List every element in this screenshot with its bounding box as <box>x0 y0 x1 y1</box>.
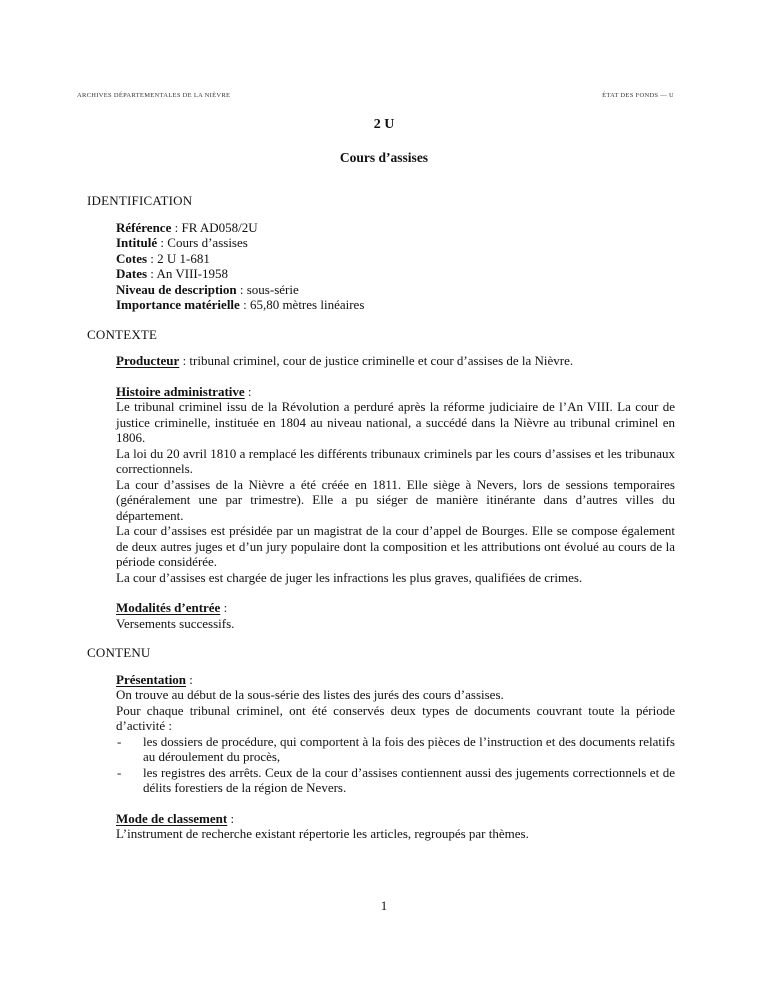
producteur-label: Producteur <box>116 353 180 368</box>
field-cotes: Cotes : 2 U 1-681 <box>116 250 210 266</box>
field-label: Niveau de description <box>116 281 237 297</box>
histoire-paragraph: La cour d’assises est chargée de juger les infractions les plus graves, qualifiées de crimes. <box>116 569 583 585</box>
field-value: 65,80 mètres linéaires <box>249 297 365 312</box>
field-value: An VIII-1958 <box>156 266 229 281</box>
modalites-label: Modalités d’entrée <box>116 600 221 615</box>
section-identification <box>89 193 675 313</box>
field-value: FR AD058/2U <box>181 219 258 235</box>
classement-heading: Mode de classement : <box>116 810 235 826</box>
section-contexte <box>89 327 675 632</box>
section-contenu <box>89 645 675 842</box>
identification-fields <box>116 220 675 313</box>
list-item: - les registres des arrêts. Ceux de la cour d’assises contiennent aussi des jugements correctionnels et de délits forestiers de la région de Nevers. <box>116 765 675 796</box>
field-label: Dates <box>116 266 148 281</box>
field-label: Importance matérielle <box>116 297 240 312</box>
running-header-left: ARCHIVES DÉPARTEMENTALES DE LA NIÈVRE <box>77 92 231 99</box>
field-value: 2 U 1-681 <box>157 250 210 266</box>
histoire-paragraph: La cour d’assises de la Nièvre a été créée en 1811. Elle siège à Nevers, lors de sessions temporaires (généralement une par trimestre). Elle a pu siéger de manière itinérante dans d’autres villes du département. <box>116 476 675 523</box>
section-heading-contenu: CONTENU <box>87 645 151 660</box>
field-importance: Importance matérielle : 65,80 mètres linéaires <box>116 297 365 312</box>
presentation-paragraph: Pour chaque tribunal criminel, ont été conservés deux types de documents couvrant toute la période d’activité : <box>116 702 675 733</box>
page-number: 1 <box>380 898 388 913</box>
field-intitule: Intitulé : Cours d’assises <box>116 235 248 250</box>
modalites-heading: Modalités d’entrée : <box>116 600 228 615</box>
producteur-value: : tribunal criminel, cour de justice criminelle et cour d’assises de la Nièvre. <box>179 353 574 368</box>
running-header-right: ÉTAT DES FONDS — U <box>602 92 674 99</box>
field-label: Intitulé <box>116 235 158 250</box>
histoire-label: Histoire administrative <box>116 383 245 399</box>
histoire-heading: Histoire administrative : <box>116 383 252 399</box>
field-dates: Dates : An VIII-1958 <box>116 266 229 281</box>
document-body <box>89 193 675 856</box>
field-value: sous-série <box>246 281 299 297</box>
document-title: 2 U <box>373 117 395 132</box>
classement-text: L’instrument de recherche existant répertorie les articles, regroupés par thèmes. <box>116 826 529 841</box>
histoire-paragraph: La loi du 20 avril 1810 a remplacé les différents tribunaux criminels par les cours d’assises et les tribunaux correctionnels. <box>116 445 675 476</box>
presentation-list <box>116 734 675 796</box>
field-label: Cotes <box>116 250 148 266</box>
classement-label: Mode de classement <box>116 810 228 826</box>
producteur-paragraph <box>116 353 675 369</box>
modalites-text: Versements successifs. <box>116 615 235 631</box>
contexte-body <box>116 353 675 631</box>
field-value: Cours d’assises <box>167 235 248 250</box>
field-reference: Référence : FR AD058/2U <box>116 219 258 235</box>
histoire-paragraph: La cour d’assises est présidée par un magistrat de la cour d’appel de Bourges. Elle se compose également de deux autres juges et d’un jury populaire dont la composition et les attributions ont évolué au cours de la période considérée. <box>116 523 675 569</box>
section-heading-identification: IDENTIFICATION <box>87 193 193 208</box>
document-subtitle: Cours d’assises <box>339 150 429 165</box>
field-label: Référence <box>116 219 172 235</box>
section-heading-contexte: CONTEXTE <box>87 326 158 342</box>
list-item: - les dossiers de procédure, qui comportent à la fois des pièces de l’instruction et des documents relatifs au déroulement du procès, <box>116 734 675 765</box>
presentation-heading: Présentation : <box>116 671 193 687</box>
presentation-paragraph: On trouve au début de la sous-série des listes des jurés des cours d’assises. <box>116 687 504 702</box>
field-niveau: Niveau de description : sous-série <box>116 281 299 297</box>
histoire-paragraph: Le tribunal criminel issu de la Révolution a perduré après la réforme judiciaire de l’An VIII. La cour de justice criminelle, instituée en 1804 au niveau national, a succédé dans la Nièvre au tribunal criminel en 1806. <box>116 399 675 445</box>
presentation-label: Présentation <box>116 671 187 687</box>
contenu-body <box>116 672 675 842</box>
